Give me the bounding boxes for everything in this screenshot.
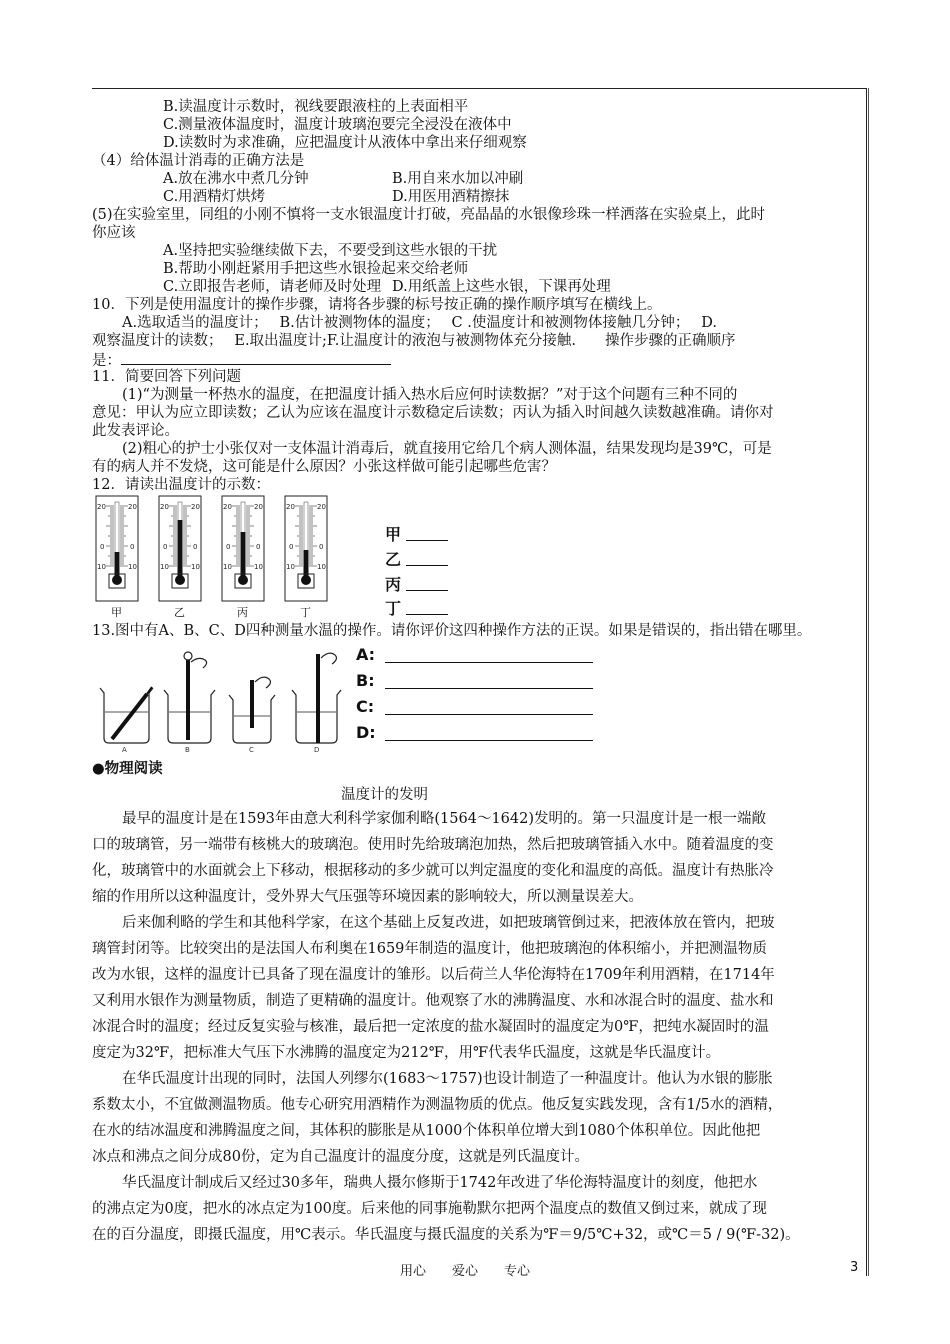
- q5-option-c: C.立即报告老师，请老师及时处理: [163, 279, 382, 295]
- para1-line2: 口的玻璃管，另一端带有核桃大的玻璃泡。使用时先给玻璃泡加热，然后把玻璃管插入水中。随着温度的变: [92, 837, 774, 853]
- q4-option-a: A.放在沸水中煮几分钟: [163, 171, 309, 187]
- q5-option-a: A.坚持把实验继续做下去，不要受到这些水银的干扰: [163, 243, 498, 259]
- scale-number-bottom-left: 10: [286, 563, 295, 571]
- scale-number-bottom-left: 10: [160, 563, 169, 571]
- beaker-label-a: A: [122, 746, 127, 754]
- footer-motto: 用心 爱心 专心: [400, 1264, 531, 1279]
- thermometer-name-label: 乙: [174, 606, 185, 619]
- para3-line2: 系数太小，不宜做测温物质。他专心研究用酒精作为测温物质的优点。他反复实践发现，含有1/5水的酒精，: [92, 1097, 783, 1113]
- q5-option-b: B.帮助小刚赶紧用手把这些水银捡起来交给老师: [163, 261, 469, 277]
- para1-line3: 化，玻璃管中的水面就会上下移动，根据移动的多少就可以判定温度的变化和温度的高低。温度计有热胀冷: [92, 863, 774, 879]
- q11-part1-line1: (1)“为测量一杯热水的温度，在把温度计插入热水后应何时读数据？”对于这个问题有三种不同的: [122, 387, 738, 403]
- reading-blank-jia[interactable]: [406, 540, 448, 541]
- thermometer-4: [285, 496, 327, 619]
- scale-number-zero-right: 0: [130, 543, 135, 551]
- q10-steps-2: 观察温度计的读数； E.取出温度计;F.让温度计的液泡与被测物体充分接触. 操作步骤的正确顺序: [92, 333, 736, 349]
- reading-blank-ding[interactable]: [406, 614, 448, 615]
- para2-line2: 璃管封闭等。比较突出的是法国人布利奥在1659年制造的温度计，他把玻璃泡的体积缩小，并把测温物质: [92, 941, 767, 957]
- para2-line6: 度定为32℉，把标准大气压下水沸腾的温度定为212℉，用℉代表华氏温度，这就是华氏温度计。: [92, 1045, 721, 1061]
- thermometer-bulb: [112, 575, 122, 585]
- thermometer-figures: [88, 494, 368, 620]
- page-right-border-inner: [868, 88, 869, 1276]
- para2-line1: 后来伽利略的学生和其他科学家，在这个基础上反复改进，如把玻璃管倒过来，把液体放在管内，把玻: [122, 915, 775, 931]
- scale-number-zero-left: 0: [163, 543, 168, 551]
- beaker-label-d: D: [314, 746, 320, 754]
- scale-number-top-right: 20: [317, 503, 326, 511]
- q11-part1-line3: 此发表评论。: [92, 423, 179, 439]
- q10-stem: 10．下列是使用温度计的操作步骤，请将各步骤的标号按正确的操作顺序填写在横线上。: [92, 297, 662, 313]
- q3-option-d: D.读数时为求准确，应把温度计从液体中拿出来仔细观察: [163, 135, 527, 151]
- beaker-answer-blank-b[interactable]: [385, 688, 593, 689]
- scale-number-bottom-right: 10: [254, 563, 263, 571]
- q11-part2-line2: 有的病人并不发烧，这可能是什么原因？小张这样做可能引起哪些危害？: [92, 459, 556, 475]
- beaker-answer-label-c: C:: [356, 697, 375, 716]
- para3-line3: 在水的结冰温度和沸腾温度之间，其体积的膨胀是从1000个体积单位增大到1080个体积单位。因此他把: [92, 1123, 761, 1139]
- scale-number-top-left: 20: [160, 503, 169, 511]
- thermometer-name-label: 丁: [300, 606, 311, 619]
- thermometer-bulb: [301, 575, 311, 585]
- page-top-border: [92, 88, 867, 89]
- para3-line1: 在华氏温度计出现的同时，法国人列缪尔(1683～1757)也设计制造了一种温度计。他认为水银的膨胀: [122, 1071, 773, 1087]
- beaker-b: [164, 652, 215, 743]
- q10-steps-1: A.选取适当的温度计； B.估计被测物体的温度； C .使温度计和被测物体接触几分钟； D.: [122, 315, 717, 331]
- scale-number-zero-left: 0: [226, 543, 231, 551]
- thermometer-bulb: [175, 575, 185, 585]
- para3-line4: 冰点和沸点之间分成80份，定为自己温度计的温度分度，这就是列氏温度计。: [92, 1149, 589, 1165]
- beaker-answer-blank-d[interactable]: [385, 740, 593, 741]
- beaker-a: [100, 687, 153, 743]
- para2-line4: 又利用水银作为测量物质，制造了更精确的温度计。他观察了水的沸腾温度、水和冰混合时的温度、盐水和: [92, 993, 774, 1009]
- scale-number-bottom-right: 10: [317, 563, 326, 571]
- para1-line4: 缩的作用所以这种温度计，受外界大气压强等环境因素的影响较大，所以测量误差大。: [92, 889, 643, 905]
- beaker-answer-label-a: A:: [356, 645, 376, 664]
- para1-line1: 最早的温度计是在1593年由意大利科学家伽利略(1564～1642)发明的。第一只温度计是一根一端敞: [122, 811, 767, 827]
- q10-answer-label: 是：: [92, 353, 121, 369]
- beaker-d: [292, 653, 341, 743]
- scale-number-top-right: 20: [191, 503, 200, 511]
- q11-part1-line2: 意见：甲认为应立即读数；乙认为应该在温度计示数稳定后读数；丙认为插入时间越久读数越准确。请你对: [92, 405, 774, 421]
- q11-part2-line1: (2)粗心的护士小张仅对一支体温计消毒后，就直接用它给几个病人测体温，结果发现均是39℃，可是: [122, 441, 772, 457]
- q4-option-d: D.用医用酒精擦抹: [392, 189, 510, 205]
- scale-number-zero-left: 0: [289, 543, 294, 551]
- para2-line5: 冰混合时的温度；经过反复实验与核准，最后把一定浓度的盐水凝固时的温度定为0℉，把纯水凝固时的温: [92, 1019, 769, 1035]
- reading-label-ding: 丁: [385, 599, 402, 618]
- scale-number-zero-right: 0: [319, 543, 324, 551]
- scale-number-top-left: 20: [97, 503, 106, 511]
- scale-number-top-left: 20: [286, 503, 295, 511]
- beaker-c: [229, 677, 275, 743]
- scale-number-top-right: 20: [128, 503, 137, 511]
- scale-number-bottom-right: 10: [191, 563, 200, 571]
- reading-body: [92, 806, 866, 1248]
- thermometer-2: [159, 496, 201, 619]
- scale-number-bottom-left: 10: [97, 563, 106, 571]
- page-right-border: [866, 88, 867, 1276]
- beaker-label-c: C: [249, 746, 254, 754]
- para4-line3: 在的百分温度，即摄氏温度，用℃表示。华氏温度与摄氏温度的关系为℉＝9/5℃+32，或℃＝5 / 9(℉-32)。: [92, 1227, 800, 1243]
- scale-number-bottom-left: 10: [223, 563, 232, 571]
- q11-stem: 11．简要回答下列问题: [92, 369, 241, 385]
- scale-number-bottom-right: 10: [128, 563, 137, 571]
- beaker-label-b: B: [185, 746, 190, 754]
- reading-blank-bing[interactable]: [406, 590, 448, 591]
- q13-stem: 13.图中有A、B、C、D四种测量水温的操作。请你评价这四种操作方法的正误。如果是错误的，指出错在哪里。: [92, 623, 812, 639]
- q4-option-b: B.用自来水加以冲刷: [392, 171, 524, 187]
- liquid-column: [178, 520, 183, 578]
- scale-number-zero-right: 0: [256, 543, 261, 551]
- para2-line3: 改为水银，这样的温度计已具备了现在温度计的雏形。以后荷兰人华伦海特在1709年利用酒精，在1714年: [92, 967, 775, 983]
- thermometer-name-label: 甲: [111, 606, 122, 619]
- q3-option-c: C.测量液体温度时，温度计玻璃泡要完全浸没在液体中: [163, 117, 512, 133]
- q4-stem: （4）给体温计消毒的正确方法是: [92, 153, 305, 169]
- thermometer-bulb: [238, 575, 248, 585]
- reading-heading: ●物理阅读: [92, 761, 163, 777]
- q10-answer-prompt: [92, 350, 391, 370]
- para4-line2: 的沸点定为0度，把水的冰点定为100度。后来他的同事施勒默尔把两个温度点的数值又倒过来，就成了现: [92, 1201, 767, 1217]
- q3-option-b: B.读温度计示数时，视线要跟液柱的上表面相平: [163, 99, 469, 115]
- liquid-column: [241, 532, 246, 578]
- beaker-figures: [92, 640, 352, 755]
- scale-number-zero-right: 0: [193, 543, 198, 551]
- reading-label-bing: 丙: [385, 575, 402, 594]
- reading-blank-yi[interactable]: [406, 565, 448, 566]
- q10-answer-blank[interactable]: [121, 350, 391, 365]
- thermometer-3: [222, 496, 264, 619]
- beaker-answer-blank-a[interactable]: [385, 662, 593, 663]
- para4-line1: 华氏温度计制成后又经过30多年，瑞典人摄尔修斯于1742年改进了华伦海特温度计的刻度，他把水: [122, 1175, 758, 1191]
- reading-label-jia: 甲: [385, 525, 402, 544]
- q12-stem: 12．请读出温度计的示数：: [92, 477, 270, 493]
- beaker-answer-label-d: D:: [356, 723, 376, 742]
- q5-option-d: D.用纸盖上这些水银，下课再处理: [392, 279, 611, 295]
- thermometer-name-label: 丙: [237, 606, 248, 619]
- q5-stem-2: 你应该: [92, 225, 136, 241]
- q5-stem-1: (5)在实验室里，同组的小刚不慎将一支水银温度计打破，亮晶晶的水银像珍珠一样洒落在实验桌上，此时: [92, 207, 766, 223]
- reading-label-yi: 乙: [385, 550, 402, 569]
- page-number: 3: [850, 1260, 859, 1275]
- scale-number-top-right: 20: [254, 503, 263, 511]
- thermometer-1: [96, 496, 138, 619]
- beaker-answer-blank-c[interactable]: [385, 714, 593, 715]
- scale-number-top-left: 20: [223, 503, 232, 511]
- beaker-answer-label-b: B:: [356, 671, 375, 690]
- scale-number-zero-left: 0: [100, 543, 105, 551]
- q4-option-c: C.用酒精灯烘烤: [163, 189, 266, 205]
- reading-title: 温度计的发明: [341, 787, 428, 803]
